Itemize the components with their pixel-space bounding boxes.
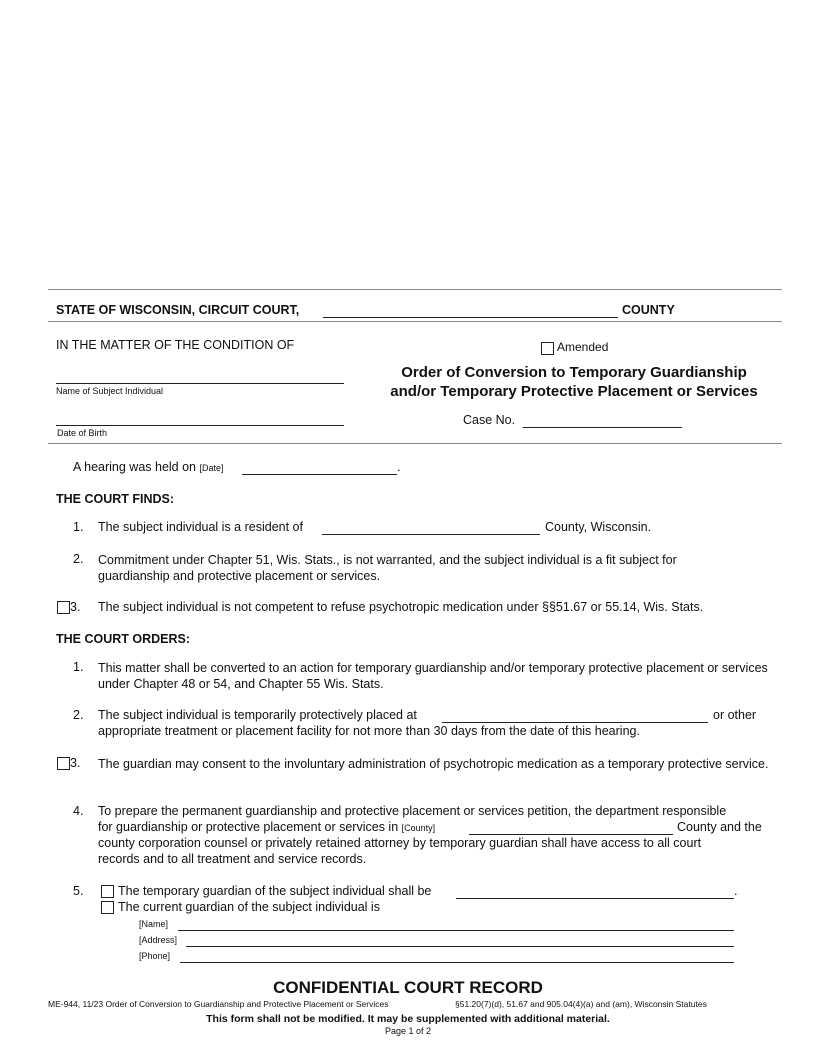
court-orders-heading: THE COURT ORDERS: xyxy=(56,632,191,646)
county-label: COUNTY xyxy=(622,303,675,317)
orders-item1-text: This matter shall be converted to an action for temporary guardianship and/or temporary protective placement or services under Chapter 48 or 54, and Chapter 55 Wis. Stats. xyxy=(98,661,768,691)
confidential-banner: CONFIDENTIAL COURT RECORD xyxy=(273,978,543,997)
orders-item1-number: 1. xyxy=(73,660,84,674)
placement-facility-field[interactable] xyxy=(442,722,708,723)
case-number-field[interactable] xyxy=(523,427,682,428)
current-guardian-text: The current guardian of the subject individual is xyxy=(118,900,380,914)
hearing-prefix: A hearing was held on xyxy=(73,460,197,474)
finds-item1-text: The subject individual is a resident of xyxy=(98,520,303,534)
temporary-guardian-period: . xyxy=(734,884,738,898)
temporary-guardian-checkbox[interactable] xyxy=(101,885,114,898)
department-county-field[interactable] xyxy=(469,834,673,835)
modification-notice: This form shall not be modified. It may be supplemented with additional material. xyxy=(206,1013,610,1025)
finds-item1-number: 1. xyxy=(73,520,84,534)
header-rule xyxy=(48,321,782,322)
temporary-guardian-text: The temporary guardian of the subject individual shall be xyxy=(118,884,432,898)
resident-county-field[interactable] xyxy=(322,534,540,535)
orders-item4-line2 xyxy=(98,820,435,834)
page-number: Page 1 of 2 xyxy=(384,1026,432,1036)
court-finds-heading: THE COURT FINDS: xyxy=(56,492,175,506)
finds-item2-text: Commitment under Chapter 51, Wis. Stats., is not warranted, and the subject individual is a fit subject for guardianship and protective placement or services. xyxy=(98,553,677,583)
temporary-guardian-field[interactable] xyxy=(456,898,734,899)
finds-item3-number: 3. xyxy=(70,600,81,614)
top-rule xyxy=(48,289,782,290)
finds-item3-text: The subject individual is not competent to refuse psychotropic medication under §§51.67 or 55.14, Wis. Stats. xyxy=(98,600,704,614)
guardian-phone-field[interactable] xyxy=(180,962,734,963)
orders-item3-number: 3. xyxy=(70,756,81,770)
caption-rule xyxy=(48,443,782,444)
orders-item2-text-cont: appropriate treatment or placement facility for not more than 30 days from the date of this hearing. xyxy=(98,724,640,738)
amended-checkbox[interactable] xyxy=(541,342,554,355)
orders-item4-line3: county corporation counsel or privately retained attorney by temporary guardian shall have access to all court xyxy=(98,836,702,850)
guardian-address-label: [Address] xyxy=(139,935,178,945)
form-title-line1: Order of Conversion to Temporary Guardianship xyxy=(401,364,747,381)
finds-item1-suffix: County, Wisconsin. xyxy=(545,520,652,534)
hearing-text xyxy=(73,460,224,474)
hearing-suffix: . xyxy=(397,460,401,474)
form-identifier: ME-944, 11/23 Order of Conversion to Guardianship and Protective Placement or Services xyxy=(48,999,389,1009)
orders-item4-number: 4. xyxy=(73,804,84,818)
statute-references: §51.20(7)(d), 51.67 and 905.04(4)(a) and (am), Wisconsin Statutes xyxy=(455,999,707,1009)
subject-name-field[interactable] xyxy=(56,383,344,384)
orders-item4-county-suffix: County and the xyxy=(677,820,762,834)
orders-item4-line2-text: for guardianship or protective placement or services in xyxy=(98,820,399,834)
circuit-court-county-field[interactable] xyxy=(323,317,618,318)
orders-item2-number: 2. xyxy=(73,708,84,722)
orders-item3-text: The guardian may consent to the involuntary administration of psychotropic medication as a temporary protective service. xyxy=(98,757,769,771)
orders-item4-line1: To prepare the permanent guardianship and protective placement or services petition, the department responsible xyxy=(98,804,727,818)
finds-item2-number: 2. xyxy=(73,552,84,566)
guardian-name-field[interactable] xyxy=(178,930,734,931)
guardian-address-field[interactable] xyxy=(186,946,734,947)
orders-item2-or-other: or other xyxy=(713,708,757,722)
guardian-phone-label: [Phone] xyxy=(139,951,171,961)
amended-label: Amended xyxy=(557,340,609,354)
current-guardian-checkbox[interactable] xyxy=(101,901,114,914)
hearing-date-label: [Date] xyxy=(199,463,224,473)
finds-item3-checkbox[interactable] xyxy=(57,601,70,614)
form-title-line2: and/or Temporary Protective Placement or Services xyxy=(390,383,758,400)
subject-name-label: Name of Subject Individual xyxy=(56,386,164,396)
guardian-name-label: [Name] xyxy=(139,919,169,929)
orders-item4-line4: records and to all treatment and service records. xyxy=(98,852,367,866)
case-number-label: Case No. xyxy=(463,413,516,427)
hearing-date-field[interactable] xyxy=(242,474,397,475)
date-of-birth-label: Date of Birth xyxy=(57,428,108,438)
orders-item3-checkbox[interactable] xyxy=(57,757,70,770)
state-court-label: STATE OF WISCONSIN, CIRCUIT COURT, xyxy=(56,303,300,317)
matter-label: IN THE MATTER OF THE CONDITION OF xyxy=(56,338,295,352)
orders-item5-number: 5. xyxy=(73,884,84,898)
orders-item2-text: The subject individual is temporarily protectively placed at xyxy=(98,708,417,722)
orders-item4-county-label: [County] xyxy=(401,823,436,833)
date-of-birth-field[interactable] xyxy=(56,425,344,426)
